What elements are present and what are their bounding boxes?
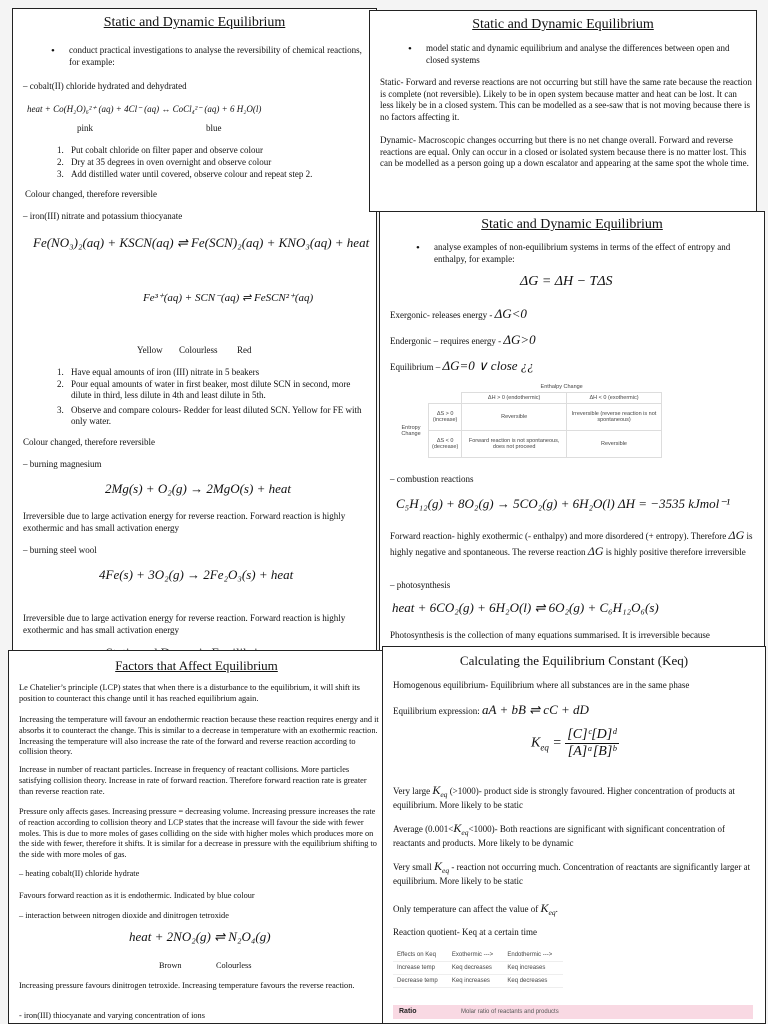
combustion-equation: C₅H₁₂(g) + 8O₂(g) → 5CO₂(g) + 6H₂O(l) ΔH = −3535 kJmol⁻¹ (396, 496, 731, 511)
entropy-enthalpy-table (394, 382, 662, 458)
example-heading: – combustion reactions (390, 474, 474, 484)
ratio-text: Molar ratio of reactants and products (461, 1009, 559, 1015)
paragraph-text: Increasing pressure favours dinitrogen tetroxide. Increasing temperature favours the reverse reaction. (19, 981, 355, 990)
paragraph-text: Irreversible due to large activation energy for reverse reaction. Forward reaction is highly exothermic and has small activation energy (23, 511, 346, 533)
paragraph-text: Irreversible due to large activation energy for reverse reaction. Forward reaction is highly exothermic and has small activation energy (23, 613, 346, 635)
step-1: 1. Have equal amounts of iron (III) nitrate in 5 beakers (57, 367, 260, 377)
equilibrium-text: Equilibrium – ΔG=0 ∨ close ¿¿ (390, 358, 534, 373)
table-cell: Keq decreases (448, 962, 503, 975)
equation-magnesium: 2Mg(s) + O₂(g) → 2MgO(s) + heat (105, 481, 291, 496)
conclusion-text: Colour changed, therefore reversible (25, 189, 157, 199)
paragraph-text: Le Chatelier’s principle (LCP) states that when there is a disturbance to the equilibrium, it will shift its position to counteract this change until it has reached equilibrium again. (19, 683, 360, 703)
step-1: 1. Put cobalt chloride on filter paper and observe colour (57, 145, 263, 155)
colour-yellow: Yellow (137, 345, 163, 355)
very-small-keq-text: Very small $K_{eq}$ - reaction not occurring much. Concentration of reactants are significantly larger at equilibrium. More likely to be static (393, 859, 751, 886)
colour-colourless: Colourless (179, 345, 218, 355)
example-heading: – heating cobalt(II) chloride hydrate (19, 869, 140, 878)
paragraph-text: Favours forward reaction as it is endothermic. Indicated by blue colour (19, 891, 255, 900)
bullet-text: • analyse examples of non-equilibrium systems in terms of the effect of entropy and enthalpy, for example: (434, 242, 754, 265)
page-3 (379, 211, 765, 651)
table-cell: Increase temp (393, 962, 448, 975)
photosynthesis-paragraph: Photosynthesis is the collection of many equations summarised. It is irreversible because (390, 630, 710, 640)
example-heading: – iron(III) nitrate and potassium thiocyanate (23, 211, 183, 221)
exergonic-text: Exergonic- releases energy - ΔG<0 (390, 306, 527, 321)
table-cell: Irreversible (reverse reaction is not spontaneous) (567, 404, 662, 431)
step-3: 3. Observe and compare colours- Redder for least diluted SCN. Yellow for FE with only water. (57, 405, 362, 427)
table-cell: Keq increases (448, 975, 503, 988)
table-cell: Reversible (462, 404, 567, 431)
bullet-text: • model static and dynamic equilibrium and analyse the differences between open and closed systems (426, 43, 746, 66)
page-4-title: Factors that Affect Equilibrium (115, 658, 278, 673)
photosynthesis-equation: heat + 6CO₂(g) + 6H₂O(l) ⇌ 6O₂(g) + C₆H₁₂O₆(s) (392, 600, 659, 615)
table-col-header: ΔH < 0 (exothermic) (567, 393, 662, 404)
average-keq-text: Average $(0.001<K_{eq}<1000)-$ Both reactions are significant with significant concentration of reactants and products. More likely to be dynamic (393, 821, 725, 848)
table-cell: Decrease temp (393, 975, 448, 988)
equation-steel-wool: 4Fe(s) + 3O₂(g) → 2Fe₂O₃(s) + heat (99, 567, 294, 582)
very-large-keq-text: Very large $K_{eq}$ (>1000)- product side is strongly favoured. Higher concentration of products at equilibrium. More likely to be static (393, 783, 735, 810)
table-header: Enthalpy Change (540, 384, 583, 390)
table-cell: Effects on Keq (393, 949, 448, 962)
label-brown: Brown (159, 961, 182, 970)
table-cell: Exothermic ---> (448, 949, 503, 962)
table-row-label: Entropy Change (401, 424, 421, 437)
table-cell: Forward reaction is not spontaneous, does not proceed (462, 431, 567, 458)
example-heading: – burning magnesium (23, 459, 102, 469)
label-pink: pink (77, 123, 94, 133)
page-4 (8, 650, 385, 1024)
page-5 (382, 646, 766, 1024)
step-3: 3. Add distilled water until covered, observe colour and repeat step 2. (57, 169, 313, 179)
paragraph-text: Increase in number of reactant particles. Increase in frequency of reactant collisions. More particles satisfying collision theory. Increase in rate of forward reaction. Therefore forward reaction rate is greater than reverse reaction rate. (19, 765, 367, 796)
conclusion-text: Colour changed, therefore reversible (23, 437, 155, 447)
page-5-title: Calculating the Equilibrium Constant (Keq) (459, 653, 689, 668)
colour-red: Red (237, 345, 252, 355)
endergonic-text: Endergonic – requires energy - ΔG>0 (390, 332, 536, 347)
table-cell: Endothermic ---> (503, 949, 563, 962)
equation-iron-ion: Fe³⁺(aq) + SCN⁻(aq) ⇌ FeSCN²⁺(aq) (143, 292, 314, 304)
static-paragraph: Static- Forward and reverse reactions are not occurring but still have the same rate because the reaction is complete (not reversible). Likely to be in open system because matter and heat can be lost. It can less likely be in a closed system. This can be modelled as a see-saw that is not moving because there is no factors affecting it. (380, 77, 752, 123)
table-col-header: ΔH > 0 (endothermic) (462, 393, 567, 404)
homogenous-definition: Homogenous equilibrium- Equilibrium where all substances are in the same phase (393, 680, 690, 690)
equation-iron-nitrate: Fe(NO₃)₂(aq) + KSCN(aq) ⇌ Fe(SCN)₂(aq) + KNO₃(aq) + heat (33, 235, 370, 250)
gibbs-equation: ΔG = ΔH − TΔS (520, 274, 613, 289)
keq-formula: $K_{eq}$ = $\frac{\text{[C]ᶜ[D]ᵈ}}{\text{[A]ᵃ[B]ᵇ}}$ (531, 727, 617, 759)
table-cell: Keq decreases (503, 975, 563, 988)
bullet-text: • conduct practical investigations to analyse the reversibility of chemical reactions, for example: (69, 45, 369, 68)
table-cell: Keq increases (503, 962, 563, 975)
dynamic-paragraph: Dynamic- Macroscopic changes occurring but there is no net change overall. Forward and reverse reactions are equal. Only can occur in a closed or isolated system because there is no matter lost. This can be modelled as a person going up a down escalator and appearing at the same spot the whole time. (380, 135, 749, 169)
equilibrium-expression: Equilibrium expression: aA + bB ⇌ cC + dD (393, 702, 589, 717)
equation-cobalt: heat + Co(H₂O)₆²⁺ (aq) + 4Cl⁻ (aq) ↔ CoCl₄²⁻ (aq) + 6 H₂O(l) (27, 104, 262, 114)
table-row-header: ΔS > 0 (increase) (429, 404, 462, 431)
paragraph-text: Increasing the temperature will favour an endothermic reaction because these reaction requires energy and it absorbs it to counteract the change. This is similar to a decrease in temperature with an exothermic reaction. Increasing the temperature will also increase the rate of the forward and reverse reaction according to collision theory. (19, 715, 379, 757)
table-row (393, 975, 563, 988)
label-colourless: Colourless (216, 961, 252, 970)
ratio-row (393, 1005, 753, 1019)
paragraph-text: Pressure only affects gases. Increasing pressure = decreasing volume. Increasing pressure increases the rate of reaction according to collision theory and LCP states that the increase will favour the side with fewer moles. This is due to more moles of gases colliding on the side with higher moles which produces more on the side with fewer, therefore it shifts. It is similar for a decrease in pressure with the equilibrium shifting to the side with more moles of gas. (19, 807, 377, 860)
table-row-header: ΔS < 0 (decrease) (429, 431, 462, 458)
example-heading: – photosynthesis (390, 580, 451, 590)
example-heading: – burning steel wool (23, 545, 97, 555)
page-2 (369, 10, 757, 212)
page-1 (12, 8, 377, 653)
page-3-title: Static and Dynamic Equilibrium (481, 217, 663, 232)
example-heading: – interaction between nitrogen dioxide and dinitrogen tetroxide (19, 911, 229, 920)
combustion-paragraph: Forward reaction- highly exothermic (- enthalpy) and more disordered (+ entropy). Therefore ΔG is highly negative and spontaneous. The reverse reaction ΔG is highly positive therefore irreversible (390, 528, 753, 558)
step-2: 2. Dry at 35 degrees in oven overnight and observe colour (57, 157, 272, 167)
ratio-label: Ratio (399, 1008, 417, 1015)
table-row (393, 962, 563, 975)
table-cell: Reversible (567, 431, 662, 458)
page-1-title: Static and Dynamic Equilibrium (103, 15, 286, 30)
temperature-keq-text: Only temperature can affect the value of $K_{eq}$. (393, 901, 558, 917)
label-blue: blue (206, 123, 222, 133)
example-heading: – cobalt(II) chloride hydrated and dehydrated (23, 81, 187, 91)
table-row (393, 949, 563, 962)
nitrogen-dioxide-equation: heat + 2NO₂(g) ⇌ N₂O₄(g) (129, 929, 271, 944)
effects-on-keq-table (393, 949, 563, 988)
example-heading: - iron(III) thiocyanate and varying concentration of ions (19, 1011, 205, 1020)
page-2-title: Static and Dynamic Equilibrium (472, 17, 654, 32)
reaction-quotient-text: Reaction quotient- Keq at a certain time (393, 927, 537, 937)
step-2: 2. Pour equal amounts of water in first beaker, most dilute SCN in second, more dilute in third, less dilute in 4th and least dilute in 5th. (57, 379, 351, 401)
